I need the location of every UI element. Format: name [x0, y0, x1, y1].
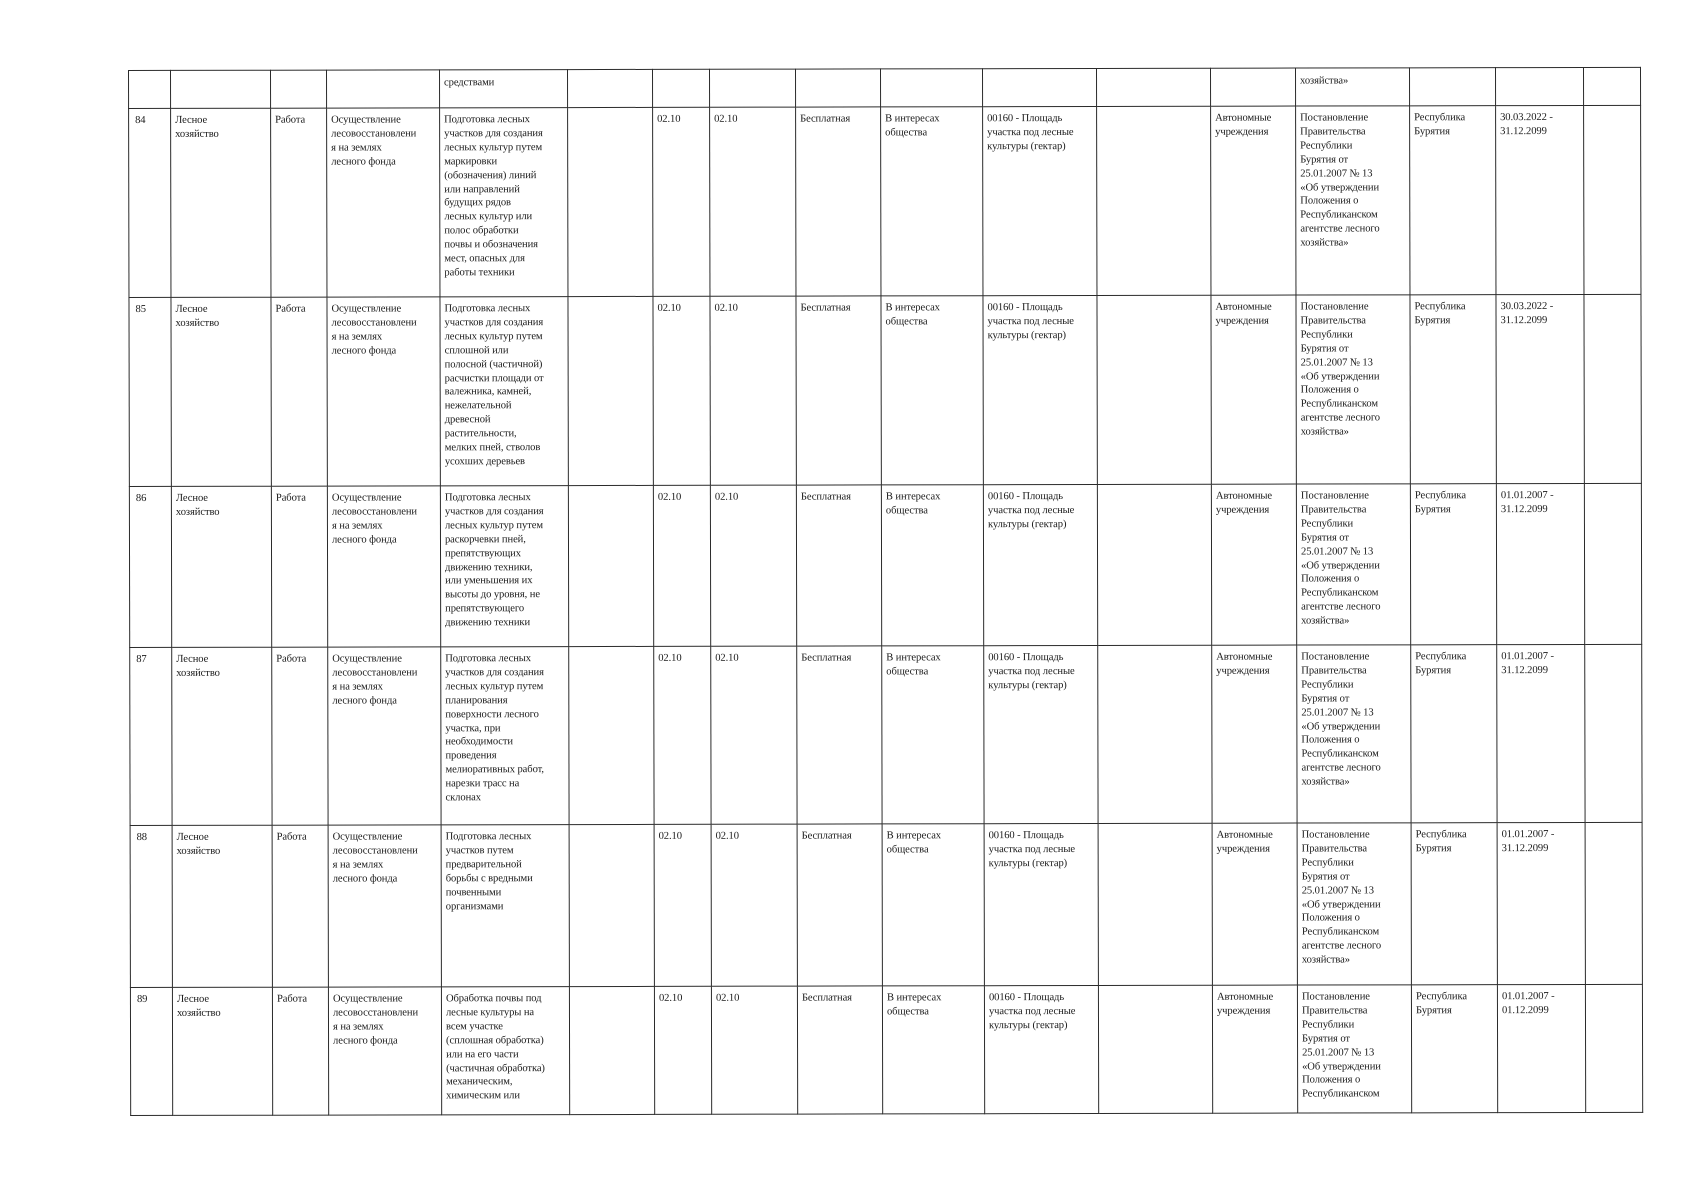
cell-type: Работа	[271, 486, 327, 647]
cell-payment: Бесплатная	[797, 646, 882, 824]
cell-type: Работа	[271, 108, 327, 297]
cell-name: Осуществление лесовосстановлени я на землях лесного фонда	[328, 825, 441, 987]
cell-code2: 02.10	[711, 824, 797, 986]
cell-payment: Бесплатная	[796, 485, 881, 646]
cell-name: Осуществление лесовосстановлени я на землях лесного фонда	[327, 108, 440, 297]
cell-indicator: 00160 - Площадь участка под лесные культуры (гектар)	[983, 106, 1097, 295]
cell-basis: Постановление Правительства Республики Бурятия от 25.01.2007 № 13 «Об утверждении Положения о Республиканском агентстве лесного хозяйства»	[1296, 484, 1410, 645]
cell-payment	[795, 69, 880, 107]
cell-content: Подготовка лесных участков для создания лесных культур путем маркировки (обозначения) линий или направлений будущих рядов лесных культур или полос обработки почвы и обозначения мест, опасных для работы техники	[440, 108, 568, 297]
cell-empty	[1098, 645, 1212, 823]
table-row	[130, 822, 1642, 987]
cell-basis: Постановление Правительства Республики Бурятия от 25.01.2007 № 13 «Об утверждении Положения о Республиканском агентстве лесного хозяйства»	[1297, 645, 1411, 823]
cell-consumers: В интересах общества	[882, 646, 984, 824]
cell-basis: Постановление Правительства Республики Бурятия от 25.01.2007 № 13 «Об утверждении Положения о Республиканском	[1297, 985, 1411, 1113]
cell-num: 85	[129, 297, 171, 486]
cell-institution: Автономные учреждения	[1212, 985, 1297, 1113]
cell-institution: Автономные учреждения	[1212, 823, 1297, 985]
cell-name: Осуществление лесовосстановлени я на землях лесного фонда	[328, 647, 441, 825]
cell-code1	[652, 69, 709, 107]
cell-num: 87	[130, 647, 172, 825]
cell-empty	[1584, 294, 1641, 483]
cell-num: 89	[130, 987, 172, 1115]
cell-consumers	[880, 69, 982, 107]
cell-empty	[1098, 823, 1212, 985]
table-row	[130, 644, 1642, 825]
cell-basis: Постановление Правительства Республики Бурятия от 25.01.2007 № 13 «Об утверждении Положения о Республиканском агентстве лесного хозяйства»	[1297, 823, 1411, 985]
cell-region: Республика Бурятия	[1410, 295, 1496, 484]
cell-period: 01.01.2007 - 01.12.2099	[1497, 984, 1585, 1112]
cell-sphere	[171, 70, 271, 108]
cell-code1: 02.10	[654, 646, 711, 824]
cell-basis: хозяйства»	[1295, 68, 1409, 106]
cell-empty	[1098, 985, 1212, 1113]
cell-sphere: Лесное хозяйство	[172, 987, 272, 1115]
cell-code1: 02.10	[653, 485, 710, 646]
cell-type: Работа	[272, 987, 328, 1115]
cell-type: Работа	[272, 647, 328, 825]
cell-region: Республика Бурятия	[1411, 645, 1497, 823]
table-row	[129, 483, 1641, 647]
cell-indicator: 00160 - Площадь участка под лесные культуры (гектар)	[983, 295, 1097, 484]
cell-code2: 02.10	[711, 986, 797, 1114]
table-row	[129, 105, 1641, 297]
cell-basis: Постановление Правительства Республики Бурятия от 25.01.2007 № 13 «Об утверждении Положения о Республиканском агентстве лесного хозяйства»	[1296, 295, 1410, 484]
table-row	[129, 294, 1641, 486]
cell-num: 88	[130, 825, 172, 987]
cell-name: Осуществление лесовосстановлени я на землях лесного фонда	[328, 987, 441, 1115]
cell-institution	[1210, 68, 1295, 106]
services-registry-table	[128, 67, 1643, 1116]
cell-region: Республика Бурятия	[1411, 985, 1497, 1113]
cell-consumers: В интересах общества	[881, 296, 983, 485]
cell-sphere: Лесное хозяйство	[172, 825, 272, 987]
cell-empty	[568, 107, 653, 296]
cell-institution: Автономные учреждения	[1211, 484, 1296, 645]
cell-indicator: 00160 - Площадь участка под лесные культуры (гектар)	[984, 823, 1098, 985]
cell-content: Подготовка лесных участков для создания лесных культур путем раскорчевки пней, препятствующих движению техники, или уменьшения их высоты до уровня, не препятствующего движению техники	[440, 486, 568, 647]
cell-code1: 02.10	[653, 107, 710, 296]
cell-empty	[568, 69, 653, 107]
cell-empty	[569, 646, 654, 824]
cell-empty	[1584, 105, 1641, 294]
cell-institution: Автономные учреждения	[1211, 106, 1296, 295]
cell-consumers: В интересах общества	[882, 824, 984, 986]
cell-num	[129, 70, 171, 108]
cell-code2: 02.10	[710, 485, 796, 646]
cell-num: 84	[129, 108, 171, 297]
cell-empty	[569, 824, 654, 986]
cell-indicator: 00160 - Площадь участка под лесные культуры (гектар)	[984, 645, 1098, 823]
cell-payment: Бесплатная	[797, 824, 882, 986]
cell-indicator: 00160 - Площадь участка под лесные культуры (гектар)	[984, 985, 1098, 1113]
cell-period: 01.01.2007 - 31.12.2099	[1497, 822, 1585, 984]
cell-content: Подготовка лесных участков для создания лесных культур путем сплошной или полосной (частичной) расчистки площади от валежника, камней, нежелательной древесной растительности, мелких пней, стволов усохших деревьев	[440, 297, 568, 486]
cell-code2	[709, 69, 795, 107]
cell-code1: 02.10	[654, 986, 711, 1114]
cell-consumers: В интересах общества	[882, 986, 984, 1114]
cell-code2: 02.10	[711, 646, 797, 824]
cell-indicator	[982, 68, 1096, 106]
cell-period: 30.03.2022 - 31.12.2099	[1496, 294, 1584, 483]
cell-empty	[1585, 822, 1642, 984]
cell-empty	[1585, 644, 1642, 822]
cell-empty	[568, 485, 653, 646]
cell-empty	[1097, 106, 1211, 295]
cell-type: Работа	[271, 297, 327, 486]
cell-sphere: Лесное хозяйство	[172, 647, 272, 825]
cell-empty	[1097, 484, 1211, 645]
table-row	[130, 984, 1642, 1115]
cell-sphere: Лесное хозяйство	[171, 297, 271, 486]
cell-region	[1409, 68, 1495, 106]
cell-indicator: 00160 - Площадь участка под лесные культуры (гектар)	[983, 484, 1097, 645]
cell-institution: Автономные учреждения	[1212, 645, 1297, 823]
cell-code2: 02.10	[710, 107, 796, 296]
cell-code1: 02.10	[654, 824, 711, 986]
cell-basis: Постановление Правительства Республики Бурятия от 25.01.2007 № 13 «Об утверждении Положения о Республиканском агентстве лесного хозяйства»	[1296, 106, 1410, 295]
cell-name	[327, 70, 440, 108]
cell-name: Осуществление лесовосстановлени я на землях лесного фонда	[327, 486, 440, 647]
cell-content: Обработка почвы под лесные культуры на всем участке (сплошная обработка) или на его части (частичная обработка) механическим, химическим или	[441, 987, 569, 1115]
cell-payment: Бесплатная	[796, 107, 881, 296]
cell-region: Республика Бурятия	[1410, 484, 1496, 645]
cell-period: 01.01.2007 - 31.12.2099	[1496, 483, 1584, 644]
cell-consumers: В интересах общества	[881, 107, 983, 296]
cell-payment: Бесплатная	[796, 296, 881, 485]
cell-region: Республика Бурятия	[1411, 823, 1497, 985]
cell-empty	[1096, 68, 1210, 106]
cell-institution: Автономные учреждения	[1211, 295, 1296, 484]
cell-payment: Бесплатная	[797, 986, 882, 1114]
cell-empty	[1584, 483, 1641, 644]
cell-content: средствами	[440, 70, 568, 108]
cell-consumers: В интересах общества	[881, 485, 983, 646]
cell-period: 01.01.2007 - 31.12.2099	[1497, 644, 1585, 822]
cell-num: 86	[129, 486, 171, 647]
cell-empty	[569, 986, 654, 1114]
table-row-continued	[129, 67, 1641, 108]
cell-period	[1495, 67, 1583, 105]
cell-code1: 02.10	[653, 296, 710, 485]
cell-type	[271, 70, 327, 108]
cell-empty	[1097, 295, 1211, 484]
cell-sphere: Лесное хозяйство	[171, 486, 271, 647]
cell-code2: 02.10	[710, 296, 796, 485]
cell-content: Подготовка лесных участков для создания лесных культур путем планирования поверхности лесного участка, при необходимости проведения мелиоративных работ, нарезки трасс на склонах	[441, 647, 569, 825]
cell-type: Работа	[272, 825, 328, 987]
cell-region: Республика Бурятия	[1410, 106, 1496, 295]
cell-name: Осуществление лесовосстановлени я на землях лесного фонда	[327, 297, 440, 486]
cell-sphere: Лесное хозяйство	[171, 108, 271, 297]
cell-empty	[1583, 67, 1640, 105]
cell-period: 30.03.2022 - 31.12.2099	[1496, 105, 1584, 294]
cell-empty	[568, 296, 653, 485]
cell-empty	[1585, 984, 1642, 1112]
cell-content: Подготовка лесных участков путем предварительной борьбы с вредными почвенными организмами	[441, 825, 569, 987]
